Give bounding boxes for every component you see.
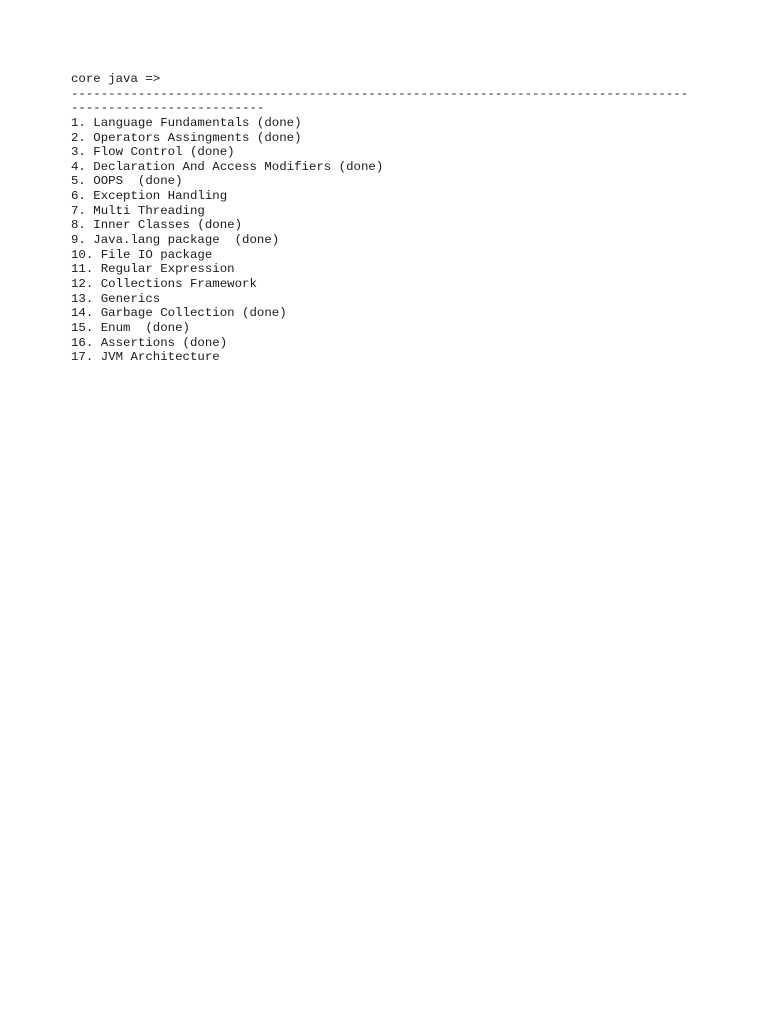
list-item: 16. Assertions (done) bbox=[71, 335, 228, 350]
list-item: 17. JVM Architecture bbox=[71, 350, 220, 365]
list-item: 6. Exception Handling bbox=[71, 189, 228, 204]
list-item: 8. Inner Classes (done) bbox=[71, 218, 243, 233]
list-item: 7. Multi Threading bbox=[71, 203, 205, 218]
list-item: 2. Operators Assingments (done) bbox=[71, 130, 302, 145]
list-item: 3. Flow Control (done) bbox=[71, 145, 235, 160]
list-item: 12. Collections Framework bbox=[71, 276, 257, 291]
list-item: 15. Enum (done) bbox=[71, 320, 190, 335]
divider-line: ----------------------------------------------------------------------------------- bbox=[71, 86, 689, 101]
list-item: 9. Java.lang package (done) bbox=[71, 233, 280, 248]
list-item: 13. Generics bbox=[71, 291, 161, 306]
list-item: 4. Declaration And Access Modifiers (done) bbox=[71, 159, 384, 174]
list-item: 14. Garbage Collection (done) bbox=[71, 306, 287, 321]
divider-line-continued: -------------------------- bbox=[71, 101, 265, 116]
document-heading: core java => bbox=[71, 72, 161, 86]
list-item: 10. File IO package bbox=[71, 247, 213, 262]
list-item: 11. Regular Expression bbox=[71, 262, 235, 277]
document-page bbox=[71, 72, 711, 365]
list-item: 5. OOPS (done) bbox=[71, 174, 183, 189]
list-item: 1. Language Fundamentals (done) bbox=[71, 115, 302, 130]
